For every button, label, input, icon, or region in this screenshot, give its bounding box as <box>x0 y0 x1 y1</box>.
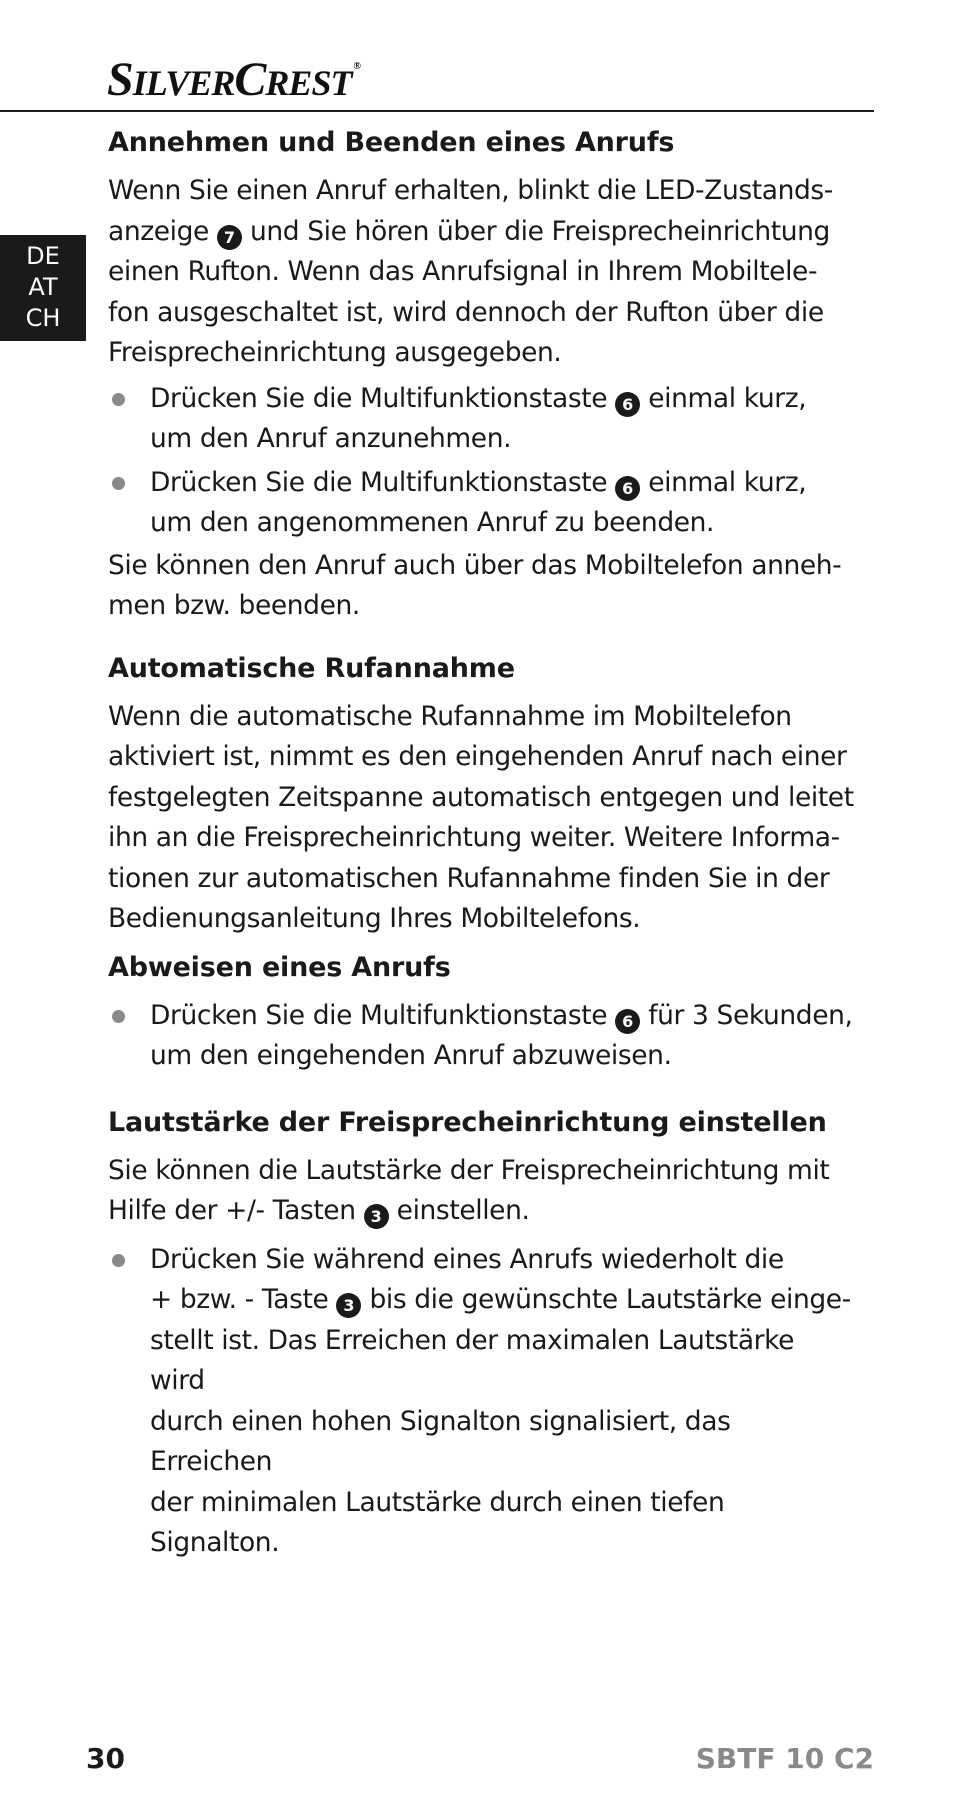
brand-logo <box>107 52 360 106</box>
ref-number-6: 6 <box>615 476 640 501</box>
heading-volume: Lautstärke der Freisprecheinrichtung einstellen <box>108 1106 827 1138</box>
ref-number-6: 6 <box>615 1009 640 1034</box>
bullet-icon <box>112 1010 125 1023</box>
text-fragment: und Sie hören über die Freisprecheinrichtung <box>250 215 830 247</box>
page-content <box>108 123 856 1564</box>
bullet-icon <box>112 477 125 490</box>
paragraph-volume <box>108 1151 856 1232</box>
text-line: Drücken Sie während eines Anrufs wiederholt die <box>150 1243 784 1275</box>
registered-mark: ® <box>353 61 360 72</box>
list-item <box>108 1240 856 1564</box>
text-fragment: Drücken Sie die Multifunktionstaste <box>150 466 608 498</box>
text-fragment: einmal kurz, <box>648 466 807 498</box>
ref-number-3: 3 <box>364 1204 389 1229</box>
text-line: Bedienungsanleitung Ihres Mobiltelefons. <box>108 903 641 934</box>
text-fragment: bis die gewünschte Lautstärke einge- <box>369 1284 851 1315</box>
text-line: einen Rufton. Wenn das Anrufsignal in Ihrem Mobiltele- <box>108 256 818 287</box>
text-fragment: für 3 Sekunden, <box>648 999 853 1031</box>
text-line: um den angenommenen Anruf zu beenden. <box>150 507 715 538</box>
brand-s: S <box>107 53 133 106</box>
text-line: der minimalen Lautstärke durch einen tiefen Signalton. <box>150 1486 725 1558</box>
bullet-list-answer <box>108 379 856 544</box>
bullet-icon <box>112 1254 125 1267</box>
text-line: um den eingehenden Anruf abzuweisen. <box>150 1040 672 1071</box>
text-fragment: Hilfe der +/- Tasten <box>108 1195 356 1226</box>
text-fragment: Drücken Sie die Multifunktionstaste <box>150 999 608 1031</box>
bullet-list-reject <box>108 996 856 1077</box>
lang-de: DE <box>26 242 60 270</box>
text-fragment: einstellen. <box>396 1195 530 1226</box>
text-line: festgelegten Zeitspanne automatisch entgegen und leitet <box>108 781 854 813</box>
heading-answer-end-call: Annehmen und Beenden eines Anrufs <box>108 127 675 158</box>
text-line: um den Anruf anzunehmen. <box>150 423 512 454</box>
model-number: SBTF 10 C2 <box>695 1742 874 1775</box>
text-line: men bzw. beenden. <box>108 590 360 621</box>
list-item <box>108 463 856 544</box>
bullet-icon <box>112 393 125 406</box>
text-line: stellt ist. Das Erreichen der maximalen Lautstärke wird <box>150 1324 795 1396</box>
list-item <box>108 996 856 1077</box>
brand-ilver: ILVER <box>132 63 235 103</box>
text-fragment: anzeige <box>108 215 209 247</box>
text-line: ihn an die Freisprecheinrichtung weiter. Weitere Informa- <box>108 822 840 853</box>
text-line: Wenn Sie einen Anruf erhalten, blinkt die LED-Zustands- <box>108 175 833 206</box>
text-fragment: + bzw. - Taste <box>150 1284 329 1315</box>
bullet-list-volume <box>108 1240 856 1564</box>
text-line: Freisprecheinrichtung ausgegeben. <box>108 337 562 368</box>
lang-at: AT <box>28 273 58 301</box>
brand-c: C <box>234 53 266 106</box>
page-number: 30 <box>86 1742 125 1775</box>
paragraph-mobile-answer <box>108 546 856 627</box>
header-divider <box>0 110 874 112</box>
text-line: fon ausgeschaltet ist, wird dennoch der Rufton über die <box>108 296 824 328</box>
brand-rest: REST <box>265 63 352 103</box>
ref-number-3: 3 <box>336 1293 361 1318</box>
text-line: Wenn die automatische Rufannahme im Mobiltelefon <box>108 700 792 732</box>
text-line: durch einen hohen Signalton signalisiert, das Erreichen <box>150 1405 731 1477</box>
lang-ch: CH <box>25 304 61 332</box>
text-fragment: Drücken Sie die Multifunktionstaste <box>150 382 608 414</box>
text-line: Sie können die Lautstärke der Freisprecheinrichtung mit <box>108 1154 830 1186</box>
heading-auto-answer: Automatische Rufannahme <box>108 652 515 684</box>
text-line: aktiviert ist, nimmt es den eingehenden Anruf nach einer <box>108 741 847 772</box>
heading-reject-call: Abweisen eines Anrufs <box>108 951 451 983</box>
text-fragment: einmal kurz, <box>648 382 807 414</box>
ref-number-6: 6 <box>615 392 640 417</box>
ref-number-7: 7 <box>217 225 242 250</box>
paragraph-incoming-call <box>108 171 856 374</box>
text-line: tionen zur automatischen Rufannahme finden Sie in der <box>108 862 830 894</box>
paragraph-auto-answer <box>108 697 856 940</box>
list-item <box>108 379 856 460</box>
language-tab <box>0 235 86 341</box>
text-line: Sie können den Anruf auch über das Mobiltelefon anneh- <box>108 549 842 581</box>
